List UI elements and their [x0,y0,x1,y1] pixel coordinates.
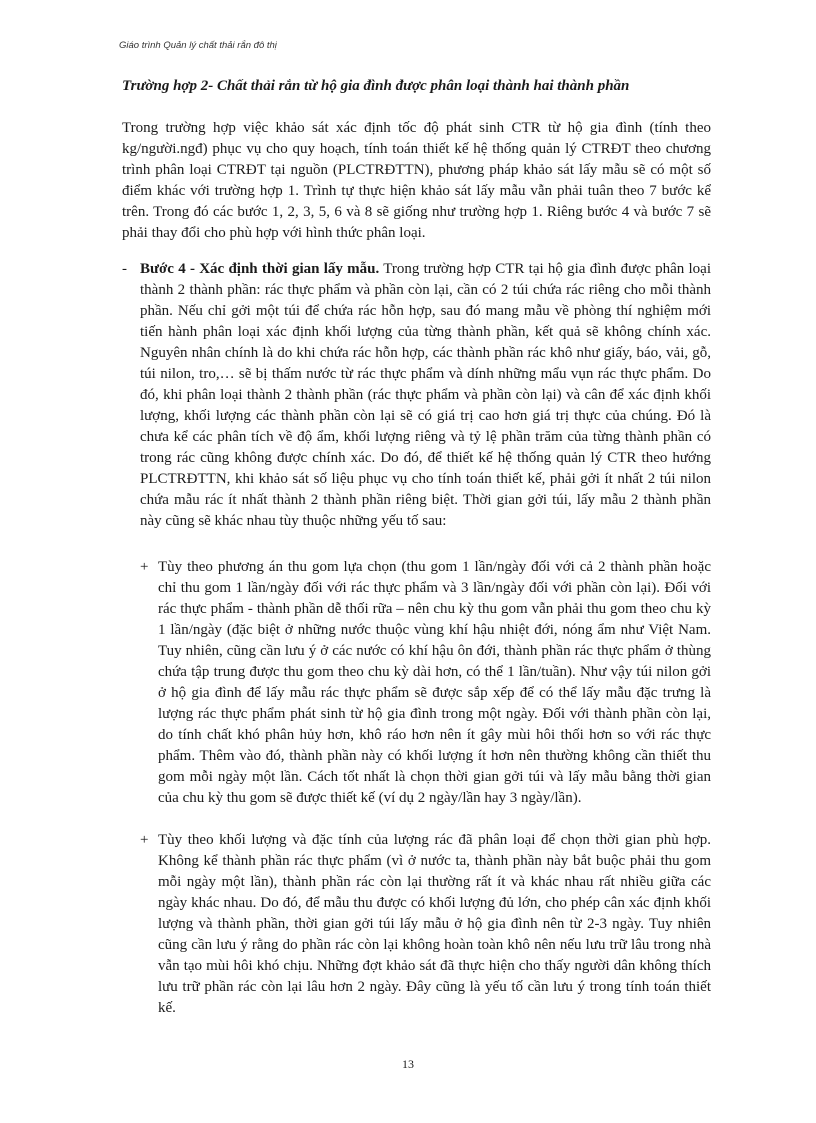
step4-text: Trong trường hợp CTR tại hộ gia đình được phân loại thành 2 thành phần: rác thực phẩm và phần còn lại, cần có 2 túi chứa rác riêng cho mỗi thành phần. Nếu chỉ gởi một túi để chứa rác hỗn hợp, sau đó mang mẫu về phòng thí nghiệm mới tiến hành phân loại xác định khối lượng của từng thành phần, kết quả sẽ không chính xác. Nguyên nhân chính là do khi chứa rác hỗn hợp, các thành phần rác khô như giấy, báo, vải, gỗ, túi nilon, tro,… sẽ bị thấm nước từ rác thực phẩm và dính những mẩu vụn rác thực phẩm. Do đó, khi phân loại thành 2 thành phần (rác thực phẩm và phần còn lại) và cân để xác định khối lượng, khối lượng các thành phần còn lại sẽ có giá trị cao hơn giá trị thực của chúng. Đó là chưa kể các phân tích về độ ẩm, khối lượng riêng và tỷ lệ phần trăm của từng thành phần có trong rác cũng không được chính xác. Do đó, để thiết kế hệ thống quản lý CTR theo hướng PLCTRĐTTN, khi khảo sát số liệu phục vụ cho tính toán thiết kế, phải gởi ít nhất 2 túi nilon chứa mẫu rác ít nhất thành 2 thành phần riêng biệt. Thời gian gởi túi, lấy mẫu 2 thành phần này cũng sẽ khác nhau tùy thuộc những yếu tố sau: [140,261,711,529]
factor-2-text: Tùy theo khối lượng và đặc tính của lượng rác đã phân loại để chọn thời gian phù hợp. Không kể thành phần rác thực phẩm (vì ở nước ta, thành phần này bắt buộc phải thu gom mỗi ngày một lần), thành phần rác còn lại thường rất ít và khác nhau rất nhiều giữa các ngày khác nhau. Do đó, để mẫu thu được có khối lượng đủ lớn, cho phép cân xác định khối lượng và thành phần, thời gian gởi túi lấy mẫu ở hộ gia đình nên từ 2-3 ngày. Tuy nhiên cũng cần lưu ý rằng do phần rác còn lại không hoàn toàn khô nên nếu lưu trữ lâu trong nhà vẫn tạo mùi hôi khó chịu. Những đợt khảo sát đã thực hiện cho thấy người dân không thích lưu trữ phần rác còn lại lâu hơn 2 ngày. Đây cũng là yếu tố cần lưu ý trong tính toán thiết kế. [158,832,711,1016]
running-header: Giáo trình Quản lý chất thải rắn đô thị [119,40,277,51]
factor-1-text: Tùy theo phương án thu gom lựa chọn (thu gom 1 lần/ngày đối với cả 2 thành phần hoặc chỉ thu gom 1 lần/ngày đối với rác thực phẩm và 3 lần/ngày đối với phần còn lại). Đối với rác thực phẩm - thành phần dễ thối rữa – nên chu kỳ thu gom vẫn phải thu gom theo chu kỳ 1 lần/ngày (đặc biệt ở những nước thuộc vùng khí hậu nhiệt đới, nóng ẩm như Việt Nam. Tuy nhiên, cũng cần lưu ý ở các nước có khí hậu ôn đới, thành phần rác thực phẩm ở thùng chứa tập trung được thu gom theo chu kỳ dài hơn, có thể 1 lần/tuần). Như vậy túi nilon gởi ở hộ gia đình để lấy mẫu rác thực phẩm sẽ được sắp xếp để có thể lấy mẫu đặc trưng là lượng rác thực phẩm phát sinh từ hộ gia đình trong một ngày. Đối với thành phần còn lại, do tính chất khó phân hủy hơn, khô ráo hơn nên ít gây mùi hôi thối hơn so với rác thực phẩm. Thêm vào đó, thành phần này có khối lượng ít hơn nên thường không cần thiết thu gom mỗi ngày một lần. Cách tốt nhất là chọn thời gian gởi túi và lấy mẫu bằng thời gian của chu kỳ thu gom sẽ được thiết kế (ví dụ 2 ngày/lần hay 3 ngày/lần). [158,559,711,806]
factor-2-marker: + [140,832,149,848]
intro-paragraph: Trong trường hợp việc khảo sát xác định tốc độ phát sinh CTR từ hộ gia đình (tính theo kg/người.ngđ) phục vụ cho quy hoạch, tính toán thiết kế hệ thống quản lý CTRĐT theo chương trình phân loại CTRĐT tại nguồn (PLCTRĐTTN), phương pháp khảo sát lấy mẫu sẽ có một số điểm khác với trường hợp 1. Trình tự thực hiện khảo sát lấy mẫu vẫn phải tuân theo 7 bước kể trên. Trong đó các bước 1, 2, 3, 5, 6 và 8 sẽ giống như trường hợp 1. Riêng bước 4 và bước 7 sẽ phải thay đổi cho phù hợp với hình thức phân loại. [122,120,711,241]
factor-1-marker: + [140,559,149,575]
section-title: Trường hợp 2- Chất thải rắn từ hộ gia đình được phân loại thành hai thành phần [122,78,630,94]
step4-bullet: - [122,261,127,277]
step4-paragraph [140,259,711,532]
step4-title: Bước 4 - Xác định thời gian lấy mẫu. [140,261,380,277]
page-number: 13 [402,1057,414,1071]
